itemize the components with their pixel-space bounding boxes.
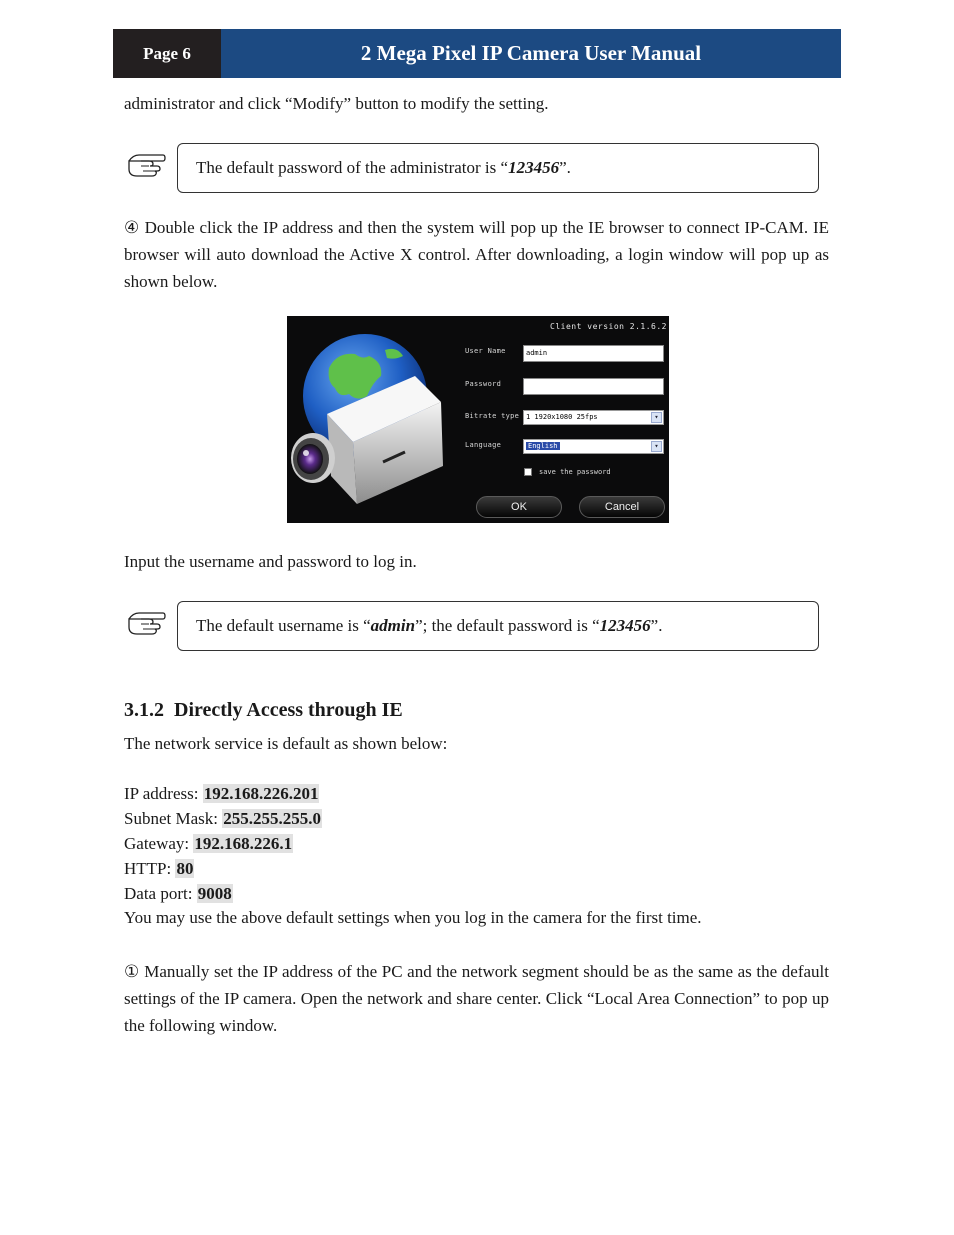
ip-address-value: 192.168.226.201 xyxy=(203,784,319,803)
language-select[interactable] xyxy=(523,439,664,454)
chevron-down-icon[interactable]: ▾ xyxy=(651,412,662,423)
data-port-line: Data port: 9008 xyxy=(124,884,232,903)
note-default-admin-password xyxy=(177,143,819,193)
section-title: Directly Access through IE xyxy=(174,699,403,721)
ok-button[interactable]: OK xyxy=(476,496,562,518)
subnet-mask-line: Subnet Mask: 255.255.255.0 xyxy=(124,809,321,828)
section-number: 3.1.2 xyxy=(124,699,164,721)
note-default-credentials xyxy=(177,601,819,651)
note-text: The default password of the administrator is “123456”. xyxy=(196,158,571,177)
password-label: Password xyxy=(465,380,502,388)
data-port-value: 9008 xyxy=(197,884,232,903)
paragraph-modify: administrator and click “Modify” button to modify the setting. xyxy=(124,94,549,113)
cancel-button[interactable]: Cancel xyxy=(579,496,665,518)
page-number: Page 6 xyxy=(113,29,221,78)
paragraph-login: Input the username and password to log in. xyxy=(124,552,417,571)
bitrate-label: Bitrate type xyxy=(465,412,520,420)
paragraph-manual-ip: ① Manually set the IP address of the PC and the network segment should be as the same as the default settings of the IP camera. Open the network and share center. Click “Local Area Connection” to pop up the following window. xyxy=(124,962,829,1035)
manual-title: 2 Mega Pixel IP Camera User Manual xyxy=(221,29,841,78)
username-label: User Name xyxy=(465,347,506,355)
paragraph-double-click: ④ Double click the IP address and then the system will pop up the IE browser to connect IP-CAM. IE browser will auto download the Active X control. After downloading, a login window will pop up as shown below. xyxy=(124,218,829,291)
ip-address-line: IP address: 192.168.226.201 xyxy=(124,784,319,803)
http-line: HTTP: 80 xyxy=(124,859,194,878)
page-header xyxy=(113,29,841,78)
bitrate-select[interactable] xyxy=(523,410,664,425)
paragraph-first-time: You may use the above default settings when you log in the camera for the first time. xyxy=(124,908,702,927)
chevron-down-icon[interactable]: ▾ xyxy=(651,441,662,452)
pointing-hand-icon xyxy=(127,152,167,178)
language-label: Language xyxy=(465,441,502,449)
gateway-value: 192.168.226.1 xyxy=(194,834,293,853)
subnet-mask-value: 255.255.255.0 xyxy=(223,809,321,828)
save-password-checkbox[interactable] xyxy=(524,468,532,476)
gateway-line: Gateway: 192.168.226.1 xyxy=(124,834,293,853)
login-window-screenshot xyxy=(287,316,669,523)
note-text: The default username is “admin”; the default password is “123456”. xyxy=(196,616,663,635)
client-version: Client version 2.1.6.2 xyxy=(550,322,667,331)
pointing-hand-icon xyxy=(127,610,167,636)
http-value: 80 xyxy=(176,859,194,878)
paragraph-network-default: The network service is default as shown below: xyxy=(124,734,448,753)
password-input[interactable] xyxy=(523,378,664,395)
username-input[interactable]: admin xyxy=(523,345,664,362)
camera-globe-icon xyxy=(287,316,462,523)
section-heading xyxy=(124,699,403,722)
bitrate-value: 1 1920x1080 25fps xyxy=(526,413,598,421)
language-value: English xyxy=(528,442,558,450)
save-password-label: save the password xyxy=(539,468,611,476)
